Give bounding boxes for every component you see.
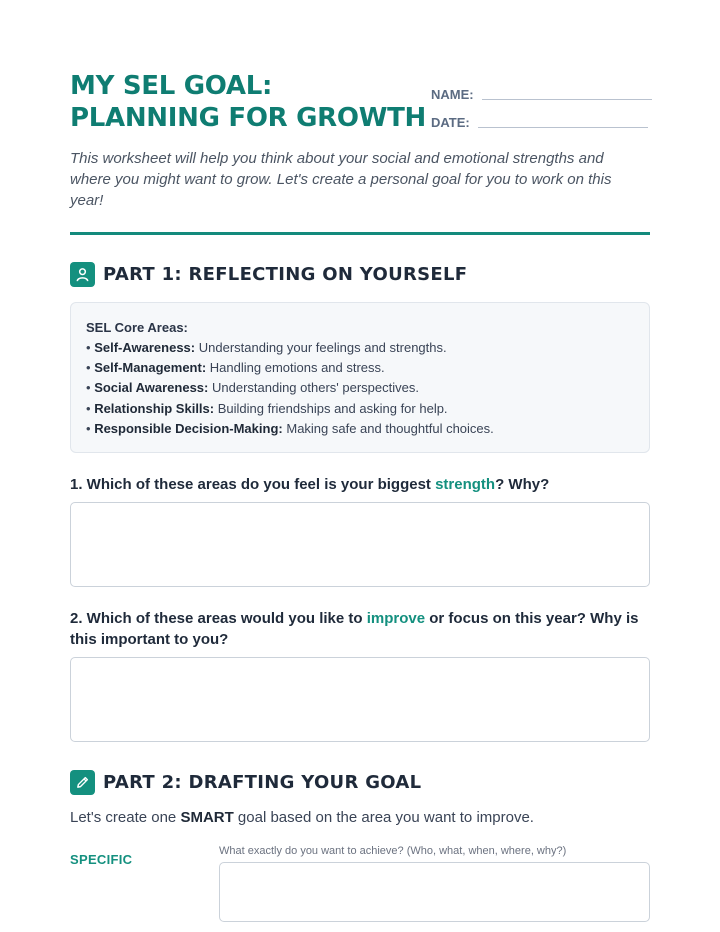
core-area-item — [86, 399, 634, 419]
question-1-end: ? Why? — [495, 476, 550, 493]
worksheet-page — [70, 0, 650, 932]
bullet-marker: • — [86, 340, 91, 355]
bullet-marker: • — [86, 420, 91, 436]
question-2-text: 2. Which of these areas would you like to — [70, 610, 367, 627]
name-field-line[interactable] — [482, 99, 652, 100]
part2-title: PART 2: DRAFTING YOUR GOAL — [103, 772, 422, 793]
core-area-term: Self-Awareness: — [94, 340, 196, 355]
question-2-highlight: improve — [366, 610, 426, 627]
core-area-description: Understanding others' perspectives. — [211, 380, 419, 396]
core-area-term: Self-Management: — [94, 360, 207, 376]
core-area-item — [86, 358, 634, 378]
core-area-description: Handling emotions and stress. — [209, 360, 385, 376]
core-areas-list — [86, 338, 634, 439]
question-2 — [70, 608, 650, 650]
core-area-description: Building friendships and asking for help. — [217, 400, 448, 416]
question-1 — [70, 474, 650, 495]
name-label: NAME: — [431, 87, 474, 102]
core-area-term: Relationship Skills: — [94, 400, 215, 416]
part1-header — [70, 262, 467, 287]
specific-input-box[interactable] — [219, 862, 650, 922]
part1-title: PART 1: REFLECTING ON YOURSELF — [103, 264, 468, 285]
date-row — [431, 115, 648, 130]
core-area-description: Making safe and thoughtful choices. — [286, 420, 494, 436]
pencil-icon — [70, 770, 95, 795]
smart-intro — [70, 809, 534, 826]
specific-hint: What exactly do you want to achieve? (Who, what, when, where, why?) — [219, 845, 567, 857]
intro-text: This worksheet will help you think about your social and emotional strengths and where you might want to grow. Let's create a personal goal for you to work on this year! — [70, 150, 612, 209]
name-row — [431, 87, 652, 102]
core-area-item — [86, 378, 634, 398]
core-area-term: Social Awareness: — [94, 380, 209, 396]
part2-header — [70, 770, 421, 795]
core-area-term: Responsible Decision-Making: — [94, 420, 283, 436]
question-1-text: 1. Which of these areas do you feel is your biggest — [70, 476, 436, 493]
answer-box-1[interactable] — [70, 502, 650, 587]
answer-box-2[interactable] — [70, 657, 650, 742]
bullet-marker: • — [86, 360, 91, 376]
bullet-marker: • — [86, 380, 91, 396]
section-divider — [70, 232, 650, 235]
core-area-item — [86, 338, 634, 358]
smart-intro-start: Let's create one — [70, 809, 181, 826]
specific-label: SPECIFIC — [70, 852, 133, 867]
smart-keyword: SMART — [180, 809, 234, 826]
question-2-end: or focus on this year? Why is this important to you? — [70, 610, 639, 648]
bullet-marker: • — [86, 400, 91, 416]
core-area-description: Understanding your feelings and strengths. — [198, 340, 447, 355]
date-field-line[interactable] — [478, 127, 648, 128]
date-label: DATE: — [431, 115, 470, 130]
core-areas-heading: SEL Core Areas: — [86, 320, 188, 335]
question-1-highlight: strength — [435, 476, 496, 493]
sel-core-areas-box — [70, 302, 650, 453]
core-area-item — [86, 419, 634, 439]
smart-intro-end: goal based on the area you want to improve. — [233, 809, 534, 826]
page-title: MY SEL GOAL: PLANNING FOR GROWTH — [70, 71, 426, 133]
person-icon — [70, 262, 95, 287]
